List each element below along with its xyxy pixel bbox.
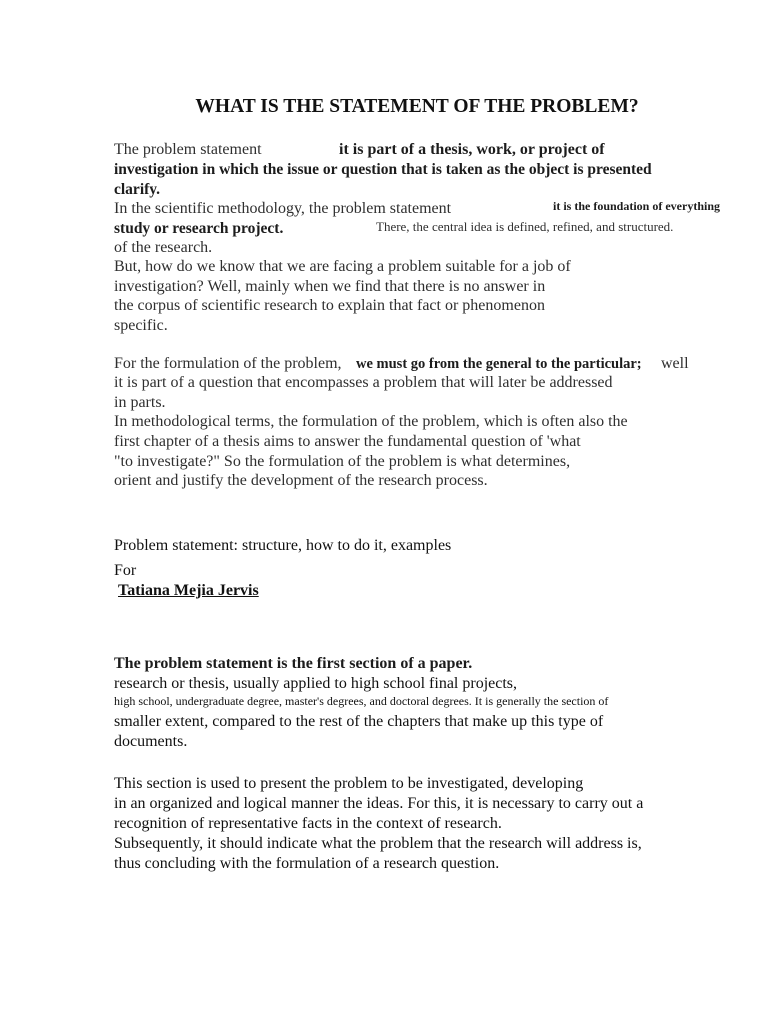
p1-line1b-text: it is part of a thesis, work, or project of (339, 141, 605, 158)
p4-line1b: we must go from the general to the particular; (356, 356, 642, 372)
p6-line2: in an organized and logical manner the ideas. For this, it is necessary to carry out a (114, 795, 644, 812)
p4-line2: it is part of a question that encompasses a problem that will later be addressed (114, 374, 613, 391)
document-title: WHAT IS THE STATEMENT OF THE PROBLEM? (195, 96, 639, 117)
p5-line1: The problem statement is the first section of a paper. (114, 655, 473, 672)
p3-line3: the corpus of scientific research to explain that fact or phenomenon (114, 297, 545, 314)
p5-line5: documents. (114, 733, 188, 750)
p1-line2: investigation in which the issue or question that is taken as the object is presented (114, 161, 652, 178)
p6-line1: This section is used to present the problem to be investigated, developing (114, 775, 584, 792)
p2-line3: of the research. (114, 239, 213, 256)
p1-line1b (339, 140, 646, 159)
p4-line1c: well (661, 355, 689, 372)
p4-line4: In methodological terms, the formulation of the problem, which is often also the (114, 413, 628, 430)
author-link[interactable] (118, 581, 263, 600)
p5-line4: smaller extent, compared to the rest of the chapters that make up this type of (114, 713, 604, 730)
source-for-label: For (114, 562, 137, 579)
p4-line1a: For the formulation of the problem, (114, 355, 342, 372)
author-name[interactable]: Tatiana Mejia Jervis (118, 582, 259, 599)
p2-line2b: There, the central idea is defined, refined, and structured. (376, 219, 674, 234)
p2-line2a: study or research project. (114, 220, 284, 237)
p6-line5: thus concluding with the formulation of a research question. (114, 855, 500, 872)
p3-line1: But, how do we know that we are facing a problem suitable for a job of (114, 258, 571, 275)
p4-line5: first chapter of a thesis aims to answer the fundamental question of 'what (114, 433, 581, 450)
p4-line3: in parts. (114, 394, 166, 411)
p1-line3: clarify. (114, 181, 161, 198)
p4-line7: orient and justify the development of the research process. (114, 472, 488, 489)
p6-line4: Subsequently, it should indicate what the problem that the research will address is, (114, 835, 642, 852)
p3-line4: specific. (114, 317, 168, 334)
p2-line1b: it is the foundation of everything (553, 199, 721, 213)
p6-line3: recognition of representative facts in the context of research. (114, 815, 502, 832)
source-heading: Problem statement: structure, how to do it, examples (114, 537, 452, 554)
p5-line3: high school, undergraduate degree, master's degrees, and doctoral degrees. It is generally the section of (114, 694, 609, 708)
p5-line2: research or thesis, usually applied to high school final projects, (114, 675, 518, 692)
p4-line6: "to investigate?" So the formulation of the problem is what determines, (114, 453, 571, 470)
p1-line1a: The problem statement (114, 141, 262, 158)
p2-line1a: In the scientific methodology, the problem statement (114, 200, 452, 217)
p3-line2: investigation? Well, mainly when we find that there is no answer in (114, 278, 546, 295)
